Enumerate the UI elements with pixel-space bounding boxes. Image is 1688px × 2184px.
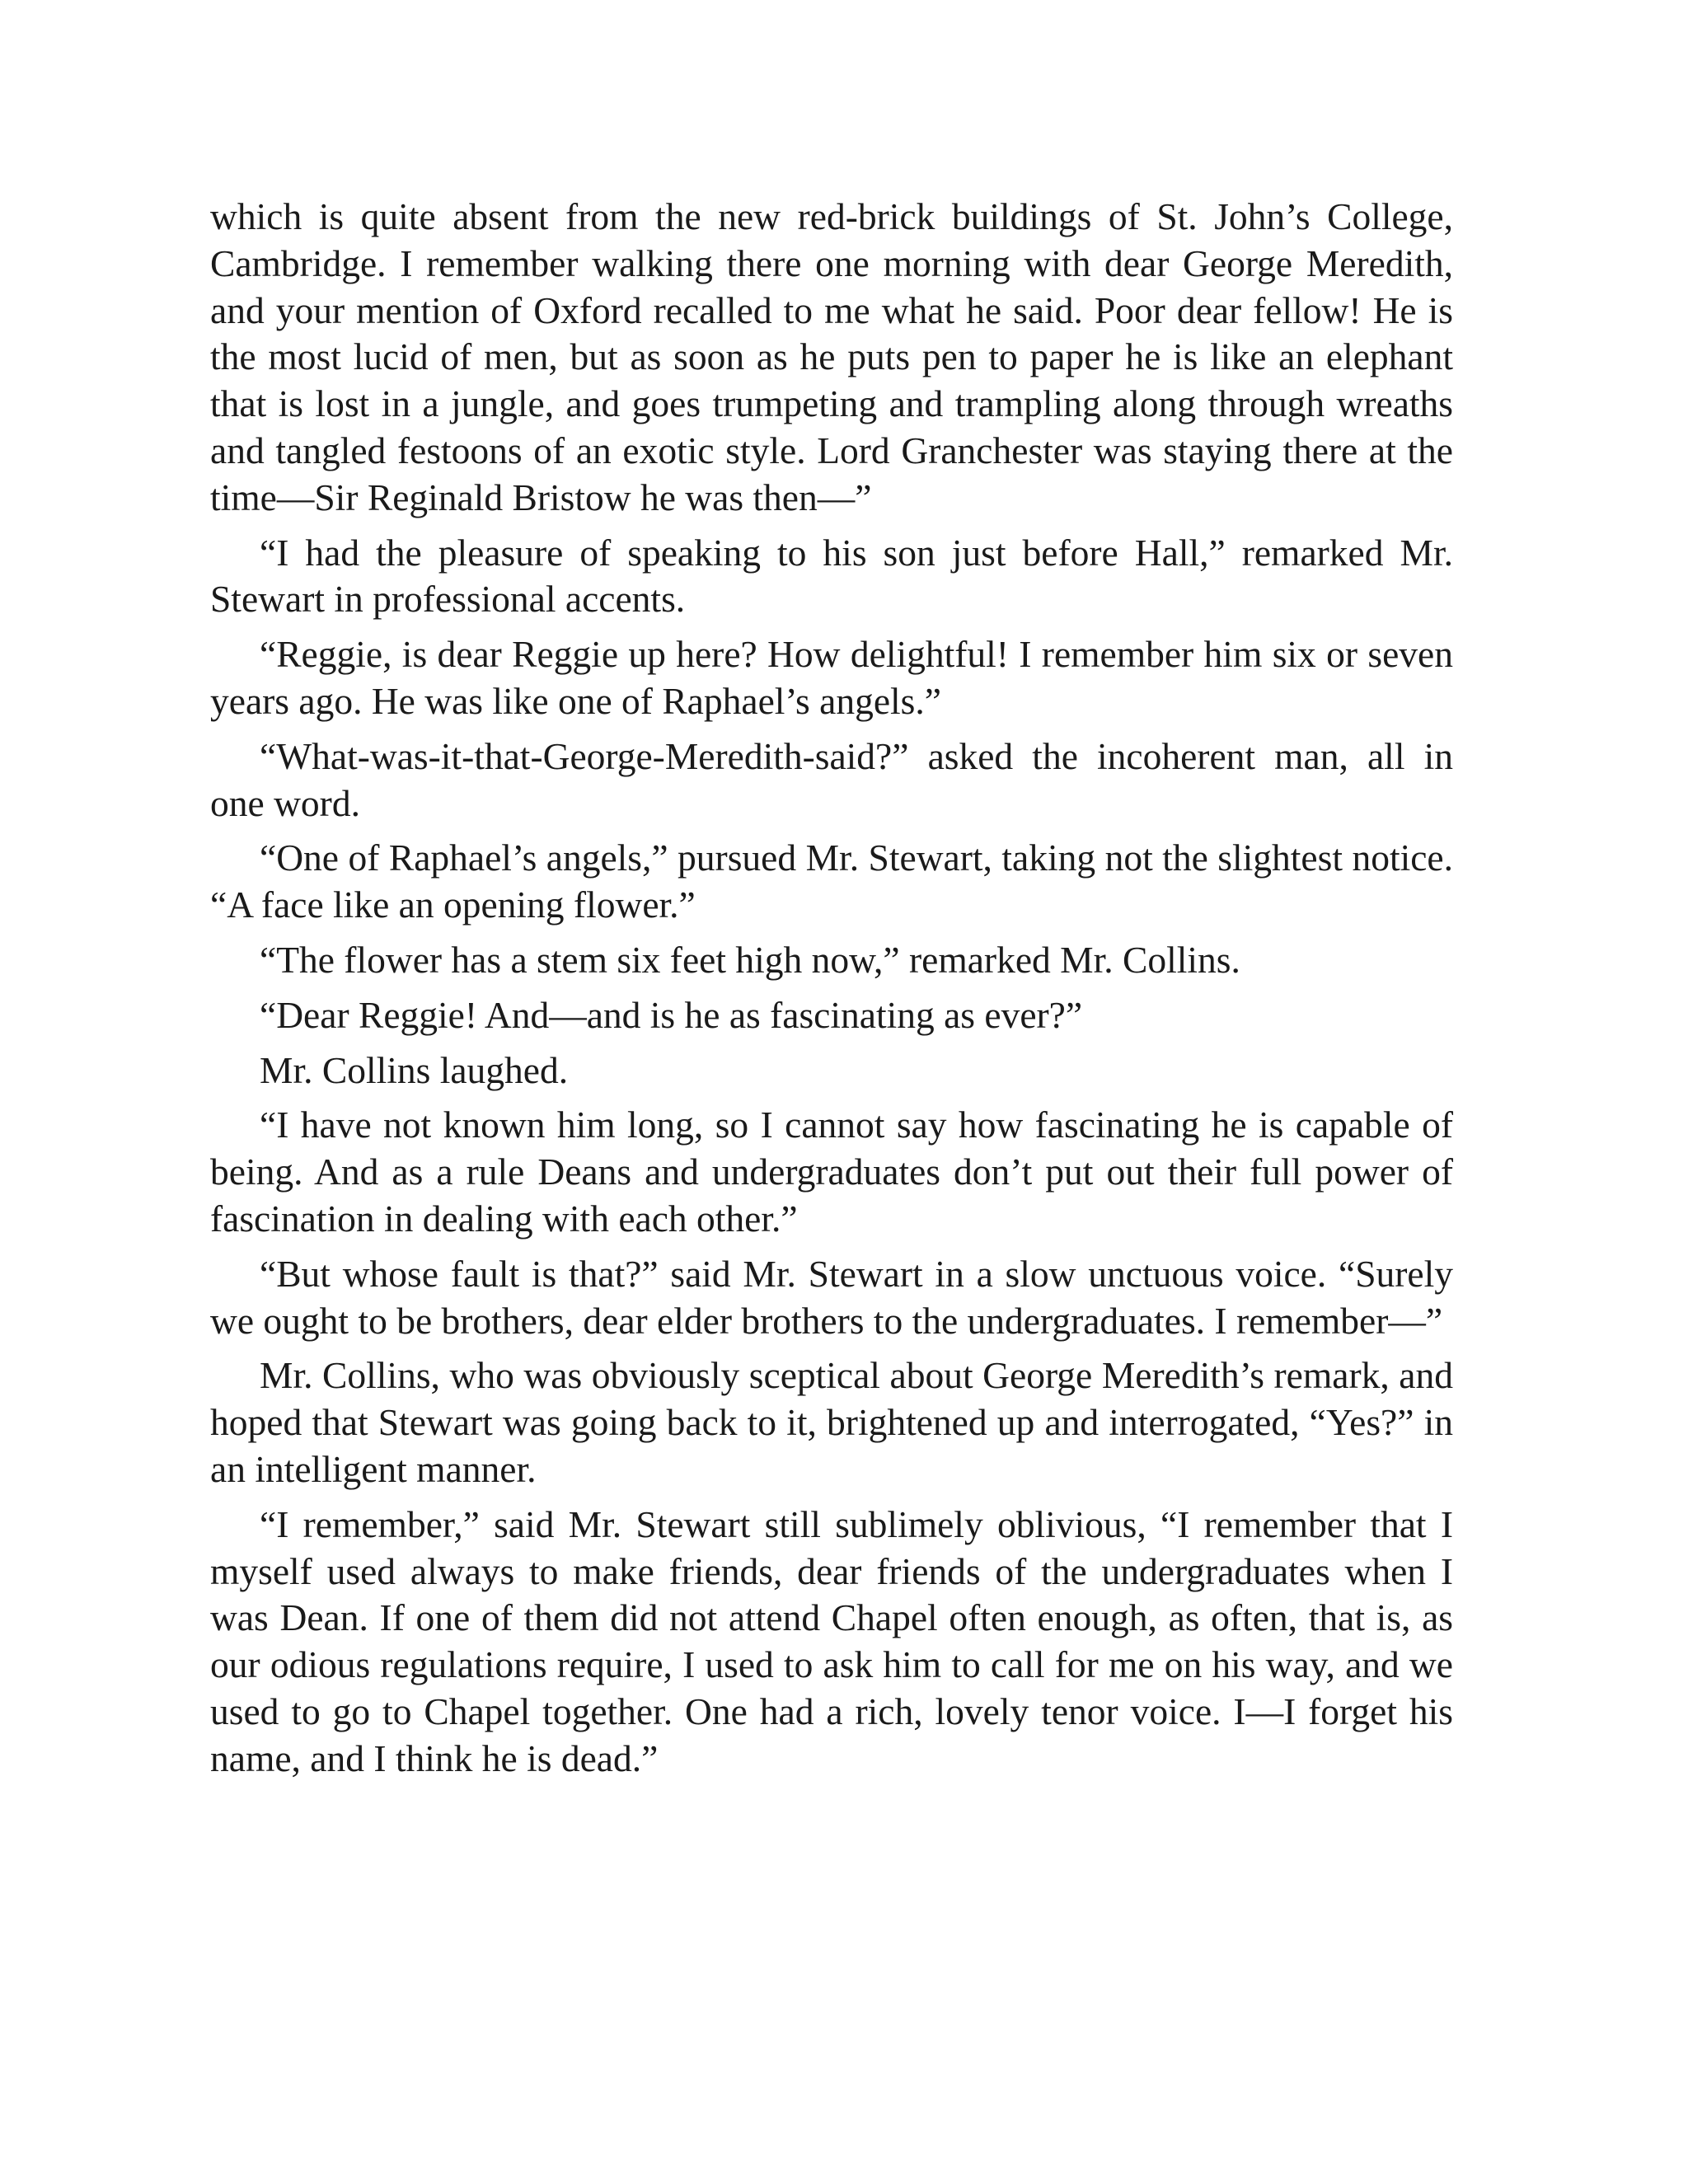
paragraph-4: “What-was-it-that-George-Meredith-said?” asked the incoherent man, all in one word.	[210, 734, 1453, 824]
paragraph-3: “Reggie, is dear Reggie up here? How delightful! I remember him six or seven years ago. He was like one of Raphael’s angels.”	[210, 633, 1453, 722]
paragraph-7: “Dear Reggie! And—and is he as fascinating as ever?”	[260, 993, 1083, 1036]
paragraph-11: Mr. Collins, who was obviously sceptical about George Meredith’s remark, and hoped that Stewart was going back to it, brightened up and interrogated, “Yes?” in an intelligent manner.	[210, 1354, 1453, 1490]
page-body	[210, 194, 1453, 1791]
paragraph-9: “I have not known him long, so I cannot say how fascinating he is capable of being. And as a rule Deans and undergraduates don’t put out their full power of fascination in dealing with each other.”	[210, 1104, 1453, 1240]
paragraph-5: “One of Raphael’s angels,” pursued Mr. Stewart, taking not the slightest notice. “A face like an opening flower.”	[210, 837, 1453, 926]
paragraph-10: “But whose fault is that?” said Mr. Stewart in a slow unctuous voice. “Surely we ought to be brothers, dear elder brothers to the undergraduates. I remember—”	[210, 1252, 1453, 1342]
paragraph-2: “I had the pleasure of speaking to his son just before Hall,” remarked Mr. Stewart in professional accents.	[210, 531, 1453, 621]
paragraph-12: “I remember,” said Mr. Stewart still sublimely oblivious, “I remember that I myself used always to make friends, dear friends of the undergraduates when I was Dean. If one of them did not attend Chapel often enough, as often, that is, as our odious regulations require, I used to ask him to call for me on his way, and we used to go to Chapel together. One had a rich, lovely tenor voice. I—I forget his name, and I think he is dead.”	[210, 1502, 1453, 1779]
paragraph-6: “The flower has a stem six feet high now,” remarked Mr. Collins.	[260, 938, 1240, 981]
paragraph-1: which is quite absent from the new red-brick buildings of St. John’s College, Cambridge. I remember walking there one morning with dear George Meredith, and your mention of Oxford recalled to me what he said. Poor dear fellow! He is the most lucid of men, but as soon as he puts pen to paper he is like an elephant that is lost in a jungle, and goes trumpeting and trampling along through wreaths and tangled festoons of an exotic style. Lord Granchester was staying there at the time—Sir Reginald Bristow he was then—”	[210, 195, 1453, 518]
paragraph-8: Mr. Collins laughed.	[260, 1048, 569, 1091]
